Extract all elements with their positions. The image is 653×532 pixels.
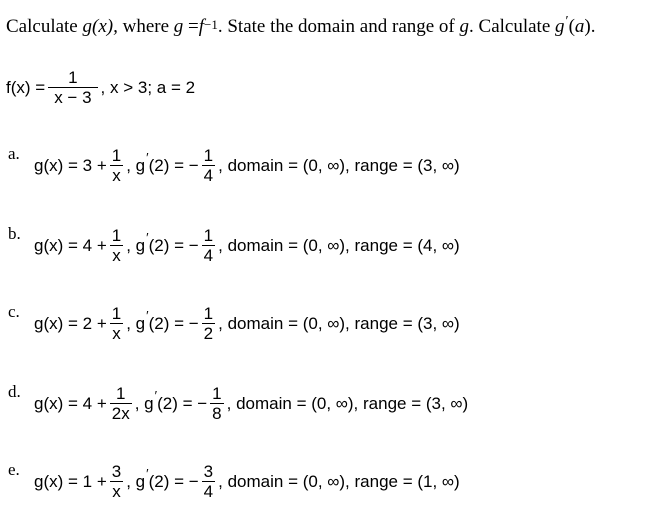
given-fraction	[48, 68, 97, 107]
option-letter: d.	[8, 382, 21, 401]
option-tail: , domain = (0, ∞), range = (4, ∞)	[218, 235, 460, 255]
option-expression	[34, 226, 460, 265]
option-gp-denominator: 4	[203, 246, 214, 265]
option-g-numerator: 1	[116, 384, 126, 403]
option-g-prefix: g(x) = 3 +	[34, 155, 107, 175]
option-gp-arg: (2) = −	[148, 471, 199, 491]
option-gp-fraction	[202, 226, 215, 265]
option-tail: , domain = (0, ∞), range = (3, ∞)	[218, 313, 460, 333]
given-lhs: f(x) =	[6, 77, 46, 97]
option-gp-fraction	[202, 304, 215, 343]
option-tail: , domain = (0, ∞), range = (1, ∞)	[218, 471, 460, 491]
question-a: a	[574, 16, 585, 37]
option-g-fraction	[110, 226, 123, 265]
option-g-denominator: 2x	[111, 404, 130, 423]
given-tail: , x > 3; a = 2	[100, 77, 196, 97]
option-prime: ′	[146, 308, 149, 323]
option-letter: c.	[8, 302, 20, 321]
question-prefix: Calculate	[6, 16, 83, 37]
option-gp-fraction	[202, 146, 215, 185]
option-g-numerator: 3	[111, 462, 122, 481]
question-a-close: ).	[584, 16, 596, 37]
option-gp-numerator: 1	[203, 304, 214, 323]
question-g2: g	[459, 16, 470, 37]
option-gp-numerator: 1	[203, 226, 214, 245]
option-g-denominator: x	[112, 166, 121, 185]
option-expression	[34, 146, 460, 185]
option-prime: ′	[146, 230, 149, 245]
question-middle: . State the domain and range of	[217, 16, 460, 37]
question-f: f	[198, 16, 205, 37]
question-eq: =	[183, 16, 199, 37]
option-g-denominator: x	[112, 246, 121, 265]
option-g-prefix: g(x) = 4 +	[34, 393, 107, 413]
option-expression	[34, 304, 460, 343]
option-gp-arg: (2) = −	[148, 155, 199, 175]
option-g-prefix: g(x) = 1 +	[34, 471, 107, 491]
option-prime: ′	[146, 150, 149, 165]
option-gp-numerator: 1	[203, 146, 214, 165]
question-middle2: . Calculate	[469, 16, 556, 37]
option-gp-lhs: , g	[126, 155, 146, 175]
option-gp-fraction	[210, 384, 223, 423]
option-gp-arg: (2) = −	[148, 313, 199, 333]
option-gp-denominator: 4	[203, 166, 214, 185]
option-prime: ′	[154, 388, 158, 403]
option-gp-numerator: 3	[203, 462, 214, 481]
option-g-denominator: x	[112, 482, 121, 501]
question-g: g	[173, 16, 184, 37]
option-gp-denominator: 8	[212, 404, 222, 423]
question-inverse-exponent: −1	[204, 17, 218, 32]
option-g-denominator: x	[112, 324, 121, 343]
given-numerator: 1	[68, 68, 78, 87]
given-function	[6, 68, 195, 107]
question-prime: ′	[565, 14, 569, 29]
option-g-numerator: 1	[111, 226, 122, 245]
option-g-numerator: 1	[111, 304, 122, 323]
option-g-fraction	[110, 146, 123, 185]
question-text	[6, 14, 595, 42]
option-expression	[34, 384, 468, 423]
option-gp-fraction	[202, 462, 215, 501]
option-tail: , domain = (0, ∞), range = (3, ∞)	[226, 393, 469, 413]
option-letter: a.	[8, 144, 20, 163]
option-gp-lhs: , g	[126, 313, 146, 333]
option-g-prefix: g(x) = 4 +	[34, 235, 107, 255]
option-gp-denominator: 2	[203, 324, 214, 343]
option-gp-arg: (2) = −	[157, 393, 208, 413]
option-gp-lhs: , g	[126, 471, 146, 491]
option-prime: ′	[146, 466, 149, 481]
option-g-fraction	[110, 462, 123, 501]
option-g-fraction	[110, 384, 132, 423]
question-gx: g(x),	[82, 16, 118, 37]
option-tail: , domain = (0, ∞), range = (3, ∞)	[218, 155, 460, 175]
option-expression	[34, 462, 460, 501]
question-where: where	[117, 16, 174, 37]
option-g-prefix: g(x) = 2 +	[34, 313, 107, 333]
question-a-open: (	[568, 16, 575, 37]
option-g-numerator: 1	[111, 146, 122, 165]
question-g3: g	[555, 16, 565, 37]
option-gp-lhs: , g	[134, 393, 154, 413]
option-letter: e.	[8, 460, 20, 479]
option-gp-numerator: 1	[212, 384, 222, 403]
option-g-fraction	[110, 304, 123, 343]
given-denominator: x − 3	[48, 87, 97, 107]
option-gp-denominator: 4	[203, 482, 214, 501]
option-gp-lhs: , g	[126, 235, 146, 255]
option-gp-arg: (2) = −	[148, 235, 199, 255]
option-letter: b.	[8, 224, 21, 243]
